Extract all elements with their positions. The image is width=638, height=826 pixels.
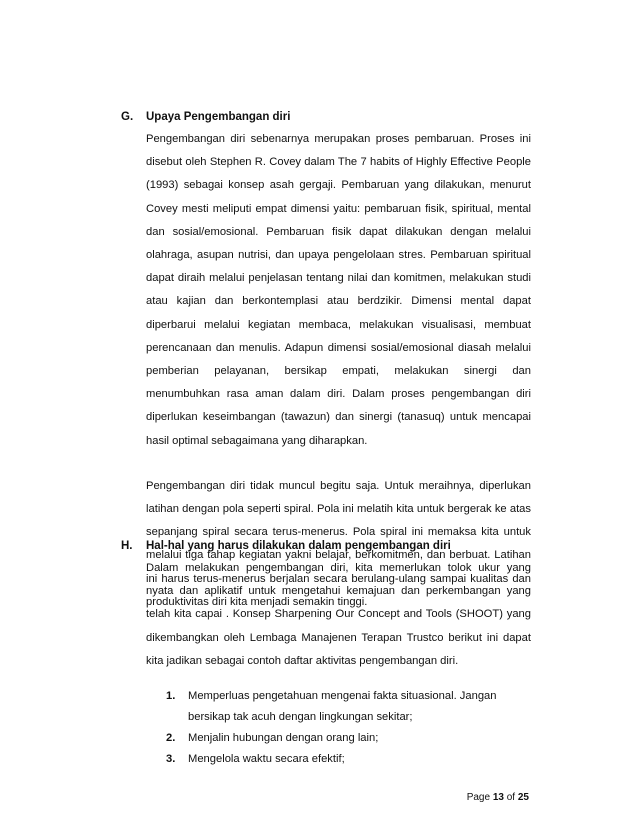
list-item-number: 2. [166,732,176,745]
section-h-heading [121,538,531,554]
section-g-heading [121,109,531,125]
section-g-paragraph-2: Pengembangan diri tidak muncul begitu saja. Untuk meraihnya, diperlukan latihan dengan pola seperti spiral. Pola ini melatih kita untuk bergerak ke atas sepanjang spiral secara terus-menerus. Pola spiral ini memaksa kita untuk melalui tiga tahap kegiatan yakni belajar, berkomitmen, dan berbuat. Latihan ini harus terus-menerus berjalan secara berulang-ulang sampai kualitas dan produktivitas diri kita menjadi semakin tinggi. [146,479,531,608]
section-g-paragraph-1: Pengembangan diri sebenarnya merupakan proses pembaruan. Proses ini disebut oleh Stephen R. Covey dalam The 7 habits of Highly Effective People (1993) sebagai konsep asah gergaji. Pembaruan yang dilakukan, menurut Covey mesti meliputi empat dimensi yaitu: pembaruan fisik, spiritual, mental dan sosial/emosional. Pembaruan fisik dapat dilakukan dengan melalui olahraga, asupan nutrisi, dan upaya pengelolaan stres. Pembaruan spiritual dapat diraih melalui penjelasan tentang nilai dan komitmen, melakukan studi atau kajian dan berkontemplasi atau berdzikir. Dimensi mental dapat diperbarui melalui kegiatan membaca, melakukan visualisasi, membuat perencanaan dan menulis. Adapun dimensi sosial/emosional diasah melalui pemberian pelayanan, bersikap empati, melakukan sinergi dan menumbuhkan rasa aman dalam diri. Dalam proses pengembangan diri diperlukan keseimbangan (tawazun) dan sinergi (tanasuq) untuk mencapai hasil optimal sebagaimana yang diharapkan. [146,133,531,447]
list-item [166,686,531,728]
section-h [121,538,531,770]
section-h-paragraph: Dalam melakukan pengembangan diri, kita memerlukan tolok ukur yang nyata dan aplikatif untuk mengetahui kemajuan dan perkembangan yang telah kita capai . Konsep Sharpening Our Concept and Tools (SHOOT) yang dikembangkan oleh Lembaga Manajenen Terapan Trustco berikut ini dapat kita jadikan sebagai contoh daftar aktivitas pengembangan diri. [146,562,531,667]
section-h-title: Hal-hal yang harus dilakukan dalam pengembangan diri [146,540,451,552]
list-item [166,749,531,770]
activity-list [146,686,531,770]
list-item-text: Menjalin hubungan dengan orang lain; [188,732,379,745]
list-item-number: 1. [166,690,176,703]
page-footer [467,792,529,803]
footer-total-pages: 25 [517,792,529,803]
list-item-text: Mengelola waktu secara efektif; [188,753,345,766]
footer-of-word: of [506,792,516,803]
section-h-body [146,557,531,770]
list-item [166,728,531,749]
section-h-letter: H. [121,540,133,552]
list-item-text: Memperluas pengetahuan mengenai fakta situasional. Jangan bersikap tak acuh dengan lingkungan sekitar; [188,690,497,724]
footer-page-word: Page [466,792,491,803]
footer-page-number: 13 [492,792,504,803]
section-g-title: Upaya Pengembangan diri [146,111,291,123]
list-item-number: 3. [166,753,176,766]
section-g-letter: G. [121,111,134,123]
